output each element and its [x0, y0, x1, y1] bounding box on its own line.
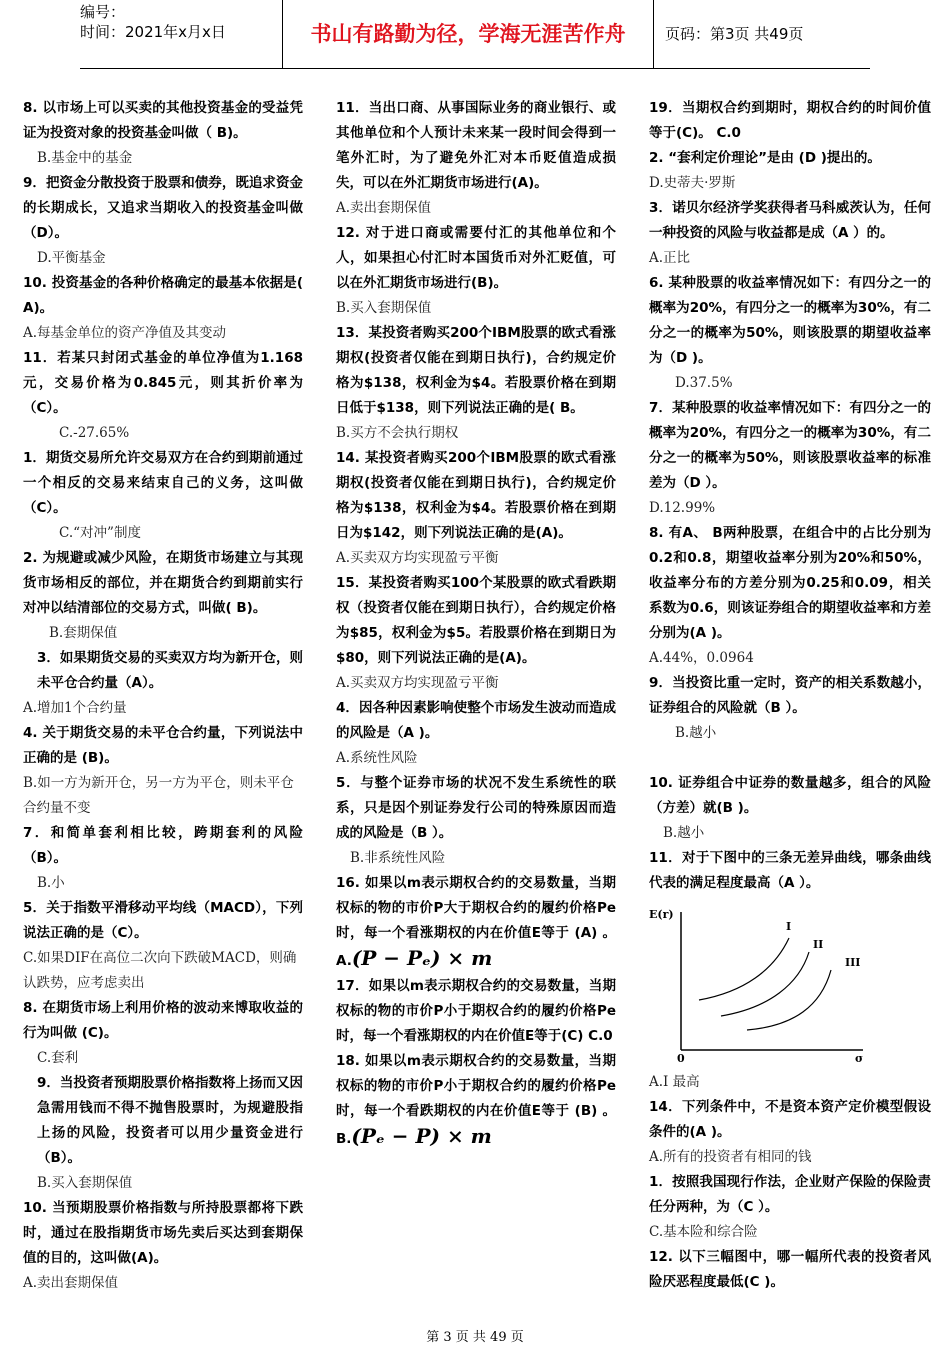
- answer-text: A.所有的投资者有相同的钱: [649, 1149, 812, 1165]
- answer-text: A.卖出套期保值: [336, 200, 432, 216]
- question-text: 8. 有A、 B两种股票，在组合中的占比分别为0.2和0.8，期望收益率分别为20%和50%，收益率分布的方差分别为0.25和0.09，相关系数为0.6，则该证券组合的期望收益率和方差分别为(A )。: [649, 525, 931, 641]
- header-meta: [80, 0, 280, 70]
- question-text: 13．某投资者购买200个IBM股票的欧式看涨期权(投资者仅能在到期日执行)，合约规定价格为$138，权利金为$4。若股票价格在到期日低于$138，则下列说法正确的是( B。: [336, 325, 616, 416]
- curve-label-ii: II: [813, 938, 824, 951]
- origin-label: 0: [677, 1052, 685, 1062]
- indifference-curve-figure: [649, 902, 871, 1062]
- question-text: 12. 以下三幅图中，哪一幅所代表的投资者风险厌恶程度最低(C )。: [649, 1249, 931, 1290]
- answer-text: A.卖出套期保值: [23, 1275, 119, 1291]
- question-text: 10. 证券组合中证券的数量越多，组合的风险（方差）就(B )。: [649, 775, 931, 816]
- answer-text: D.12.99%: [649, 500, 716, 516]
- spacer: [649, 746, 931, 771]
- answer-text: B.如一方为新开仓，另一方为平仓，则未平仓合约量不变: [23, 775, 294, 816]
- curve-iii: [747, 970, 831, 1030]
- question-text: 11．当出口商、从事国际业务的商业银行、或其他单位和个人预计未来某一段时间会得到一笔外汇时，为了避免外汇对本币贬值造成损失，可以在外汇期货市场进行(A)。: [336, 100, 616, 191]
- answer-text: B.越小: [675, 725, 717, 741]
- answer-text: C.套利: [37, 1050, 79, 1066]
- question-text: 16. 如果以m表示期权合约的交易数量，当期权标的物的市价P大于期权合约的履约价格Pe时，每一个看涨期权的内在价值E等于 (A) 。A.(P − Pₑ) × m: [336, 875, 616, 970]
- answer-text: A.买卖双方均实现盈亏平衡: [336, 550, 499, 566]
- question-text: 12. 对于进口商或需要付汇的其他单位和个人，如果担心付汇时本国货币对外汇贬值，可以在外汇期货市场进行(B)。: [336, 225, 616, 291]
- question-text: 1．按照我国现行作法，企业财产保险的保险责任分两种，为（C ）。: [649, 1174, 931, 1215]
- question-text: 9．当投资比重一定时，资产的相关系数越小，证券组合的风险就（B ）。: [649, 675, 931, 716]
- question-text: 14. 某投资者购买200个IBM股票的欧式看涨期权(投资者仅能在到期日执行)，合约规定价格为$138，权利金为$4。若股票价格在到期日为$142，则下列说法正确的是(A)。: [336, 450, 616, 541]
- question-text: 9．把资金分散投资于股票和债券，既追求资金的长期成长，又追求当期收入的投资基金叫做（D）。: [23, 175, 303, 241]
- question-text: 15．某投资者购买100个某股票的欧式看跌期权（投资者仅能在到期日执行），合约规定价格为$85，权利金为$5。若股票价格在到期日为$80，则下列说法正确的是(A)。: [336, 575, 616, 666]
- question-text: 4．因各种因素影响使整个市场发生波动而造成的风险是（A )。: [336, 700, 616, 741]
- question-text: 3．如果期货交易的买卖双方均为新开仓，则未平仓合约量（A）。: [37, 650, 303, 691]
- question-text: 5．关于指数平滑移动平均线（MACD），下列说法正确的是（C）。: [23, 900, 303, 941]
- answer-text: B.基金中的基金: [37, 150, 133, 166]
- question-text: 3．诺贝尔经济学奖获得者马科威茨认为，任何一种投资的风险与收益都是成（A ）的。: [649, 200, 931, 241]
- answer-text: A.Ⅰ 最高: [649, 1074, 700, 1090]
- answer-text: C.如果DIF在高位二次向下跌破MACD，则确认跌势，应考虑卖出: [23, 950, 297, 991]
- column-right: [649, 96, 931, 1295]
- answer-text: D.平衡基金: [37, 250, 106, 266]
- answer-text: B.小: [37, 875, 65, 891]
- question-text: 7．和简单套利相比较，跨期套利的风险（B）。: [23, 825, 303, 866]
- x-axis-label: σ: [855, 1052, 864, 1062]
- curve-label-i: I: [786, 920, 792, 933]
- answer-text: D.37.5%: [675, 375, 733, 391]
- answer-text: B.越小: [663, 825, 705, 841]
- page-footer: 第 3 页 共 49 页: [426, 1330, 524, 1345]
- question-text: 10. 当预期股票价格指数与所持股票都将下跌时，通过在股指期货市场先卖后买达到套期保值的目的，这叫做(A)。: [23, 1200, 303, 1266]
- question-text: 6. 某种股票的收益率情况如下：有四分之一的概率为20%，有四分之一的概率为30%，有二分之一的概率为50%，则该股票的期望收益率为（D )。: [649, 275, 931, 366]
- question-text: 2. “套利定价理论”是由 (D )提出的。: [649, 150, 881, 166]
- answer-text: A.增加1个合约量: [23, 700, 127, 716]
- curve-ii: [721, 952, 809, 1016]
- answer-text: B.买入套期保值: [336, 300, 432, 316]
- answer-text: A.44%，0.0964: [649, 650, 754, 666]
- question-text: 10. 投资基金的各种价格确定的最基本依据是( A)。: [23, 275, 303, 316]
- answer-text: A.系统性风险: [336, 750, 418, 766]
- curve-i: [699, 938, 789, 1000]
- header-number-label: 编号：: [80, 3, 126, 21]
- question-text: 7．某种股票的收益率情况如下：有四分之一的概率为20%，有四分之一的概率为30%，有二分之一的概率为50%，则该股票收益率的标准差为（D ）。: [649, 400, 931, 491]
- header-page-label: 页码：第3页 共49页: [665, 25, 804, 43]
- answer-text: A.买卖双方均实现盈亏平衡: [336, 675, 499, 691]
- question-text: 11．若某只封闭式基金的单位净值为1.168元，交易价格为0.845元，则其折价率为（C）。: [23, 350, 303, 416]
- question-text: 17．如果以m表示期权合约的交易数量，当期权标的物的市价P小于期权合约的履约价格Pe时，每一个看涨期权的内在价值E等于(C) C.0: [336, 978, 616, 1044]
- answer-text: C.-27.65%: [59, 425, 130, 441]
- formula: (Pₑ − P) × m: [351, 1124, 492, 1148]
- answer-text: B.买方不会执行期权: [336, 425, 459, 441]
- answer-text: B.套期保值: [49, 625, 118, 641]
- question-text: 8. 以市场上可以买卖的其他投资基金的受益凭证为投资对象的投资基金叫做（ B)。: [23, 100, 303, 141]
- question-text: 1．期货交易所允许交易双方在合约到期前通过一个相反的交易来结束自己的义务，这叫做（C）。: [23, 450, 303, 516]
- answer-text: D.史蒂夫·罗斯: [649, 175, 736, 191]
- page-header: [80, 0, 870, 69]
- answer-text: C.基本险和综合险: [649, 1224, 758, 1240]
- answer-text: B.非系统性风险: [350, 850, 446, 866]
- question-text: 9．当投资者预期股票价格指数将上扬而又因急需用钱而不得不抛售股票时，为规避股指上扬的风险，投资者可以用少量资金进行（B）。: [37, 1075, 303, 1166]
- curve-label-iii: III: [845, 956, 861, 969]
- answer-text: C.“对冲”制度: [59, 525, 141, 541]
- question-text: 2. 为规避或减少风险，在期货市场建立与其现货市场相反的部位，并在期货合约到期前实行对冲以结清部位的交易方式，叫做( B)。: [23, 550, 303, 616]
- question-text: 8. 在期货市场上利用价格的波动来博取收益的行为叫做 (C)。: [23, 1000, 303, 1041]
- answer-text: A.每基金单位的资产净值及其变动: [23, 325, 227, 341]
- formula: (P − Pₑ) × m: [351, 946, 493, 970]
- question-text: 11．对于下图中的三条无差异曲线，哪条曲线代表的满足程度最高（A ）。: [649, 850, 931, 891]
- answer-text: A.正比: [649, 250, 691, 266]
- question-text: 5．与整个证券市场的状况不发生系统性的联系，只是因个别证券发行公司的特殊原因而造成的风险是（B ）。: [336, 775, 616, 841]
- header-motto: 书山有路勤为径，学海无涯苦作舟: [282, 0, 654, 68]
- header-time-label: 时间：2021年x月x日: [80, 23, 226, 41]
- answer-text: B.买入套期保值: [37, 1175, 133, 1191]
- question-text: 4. 关于期货交易的未平仓合约量，下列说法中正确的是 (B)。: [23, 725, 303, 766]
- question-text: 14．下列条件中，不是资本资产定价模型假设条件的(A )。: [649, 1099, 931, 1140]
- y-axis-label: E(r): [649, 908, 674, 921]
- question-text: 19．当期权合约到期时，期权合约的时间价值等于(C)。 C.0: [649, 100, 931, 141]
- column-left: [23, 96, 303, 1296]
- question-text: 18. 如果以m表示期权合约的交易数量，当期权标的物的市价P小于期权合约的履约价格Pe时，每一个看跌期权的内在价值E等于 (B) 。B.(Pₑ − P) × m: [336, 1053, 616, 1148]
- column-middle: [336, 96, 616, 1152]
